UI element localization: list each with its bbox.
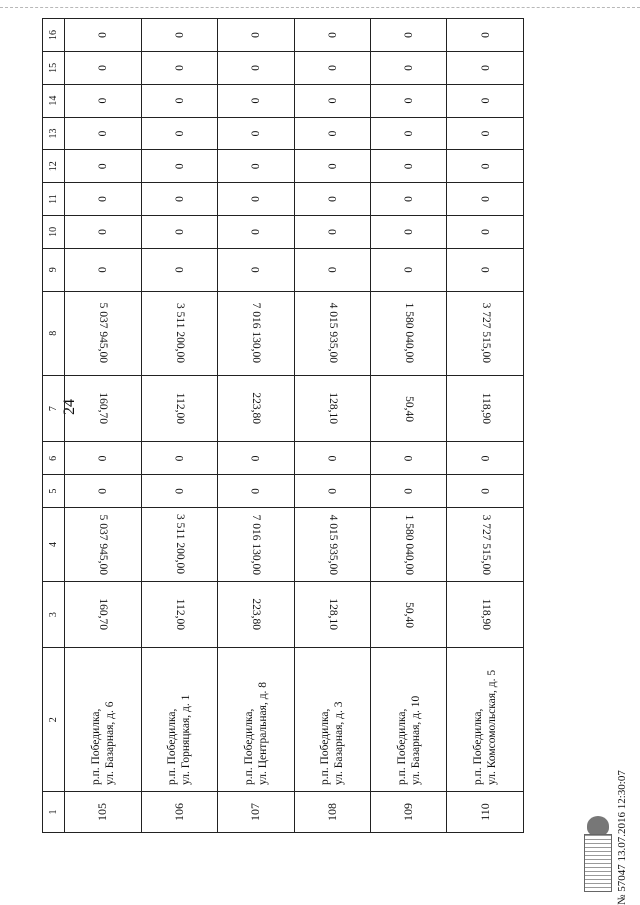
cell-value: 3 727 515,00 <box>479 303 492 364</box>
cell-value: 0 <box>250 266 263 273</box>
value-cell-col3 <box>218 581 294 648</box>
address-line2: ул. Комсомольская, д. 5 <box>486 669 499 785</box>
cell-value: 0 <box>403 163 416 170</box>
address-line1: р.п. Победилка, <box>319 708 332 785</box>
address-cell <box>141 648 217 792</box>
cell-value: 0 <box>479 32 492 38</box>
value-cell-col7 <box>371 375 447 442</box>
cell-value: 0 <box>97 488 110 495</box>
value-cell-col4 <box>294 508 370 582</box>
cell-value: 0 <box>97 130 110 137</box>
cell-value: 5 037 945,00 <box>97 303 110 364</box>
value-cell-col7 <box>65 375 141 442</box>
table-row <box>447 19 524 833</box>
cell-value: 1 580 040,00 <box>403 303 416 364</box>
value-cell-col12 <box>65 150 141 183</box>
table-row <box>218 19 294 833</box>
value-cell-col4 <box>447 508 524 582</box>
coat-of-arms-stamp-icon <box>587 816 609 836</box>
value-cell-col3 <box>447 581 524 648</box>
cell-value: 118,90 <box>479 393 492 425</box>
cell-value: 0 <box>403 196 416 202</box>
cell-value: 0 <box>250 32 263 38</box>
cell-value: 0 <box>479 64 492 71</box>
cell-value: 0 <box>97 163 110 170</box>
cell-value: 3 511 200,00 <box>173 514 186 575</box>
row-id-cell: 105 <box>65 792 141 833</box>
address-line1: р.п. Победилка, <box>242 708 255 785</box>
value-cell-col10 <box>447 215 524 248</box>
value-cell-col9 <box>294 248 370 291</box>
table-row <box>371 19 447 833</box>
value-cell-col13 <box>294 117 370 150</box>
value-cell-col6 <box>447 442 524 475</box>
column-number-cell: 12 <box>43 150 65 183</box>
value-cell-col15 <box>141 51 217 84</box>
cell-value: 50,40 <box>403 395 416 422</box>
value-cell-col9 <box>447 248 524 291</box>
cell-value: 0 <box>173 228 186 235</box>
cell-value: 3 727 515,00 <box>479 514 492 575</box>
value-cell-col8 <box>141 291 217 375</box>
cell-value: 112,00 <box>173 393 186 425</box>
address-cell <box>447 648 524 792</box>
column-number-cell: 1 <box>43 792 65 833</box>
column-number-cell: 10 <box>43 215 65 248</box>
cell-value: 0 <box>326 488 339 495</box>
value-cell-col14 <box>141 84 217 117</box>
value-cell-col14 <box>218 84 294 117</box>
value-cell-col5 <box>65 475 141 508</box>
value-cell-col16 <box>294 19 370 52</box>
address-line1: р.п. Победилка, <box>166 708 179 785</box>
cell-value: 0 <box>250 64 263 71</box>
value-cell-col9 <box>371 248 447 291</box>
cell-value: 0 <box>97 266 110 273</box>
address-cell <box>218 648 294 792</box>
value-cell-col11 <box>371 183 447 216</box>
cell-value: 0 <box>403 130 416 137</box>
value-cell-col14 <box>65 84 141 117</box>
value-cell-col4 <box>141 508 217 582</box>
value-cell-col15 <box>294 51 370 84</box>
cell-value: 0 <box>173 32 186 38</box>
cell-value: 0 <box>250 488 263 495</box>
cell-value: 0 <box>97 97 110 104</box>
page-number: 24 <box>61 399 78 415</box>
cell-value: 0 <box>97 228 110 235</box>
cell-value: 0 <box>326 228 339 235</box>
value-cell-col4 <box>218 508 294 582</box>
cell-value: 223,80 <box>250 392 263 425</box>
value-cell-col3 <box>141 581 217 648</box>
cell-value: 0 <box>403 266 416 273</box>
value-cell-col8 <box>65 291 141 375</box>
column-number-cell: 2 <box>43 648 65 792</box>
cell-value: 0 <box>326 455 339 462</box>
cell-value: 0 <box>479 266 492 273</box>
cell-value: 0 <box>326 64 339 71</box>
value-cell-col6 <box>65 442 141 475</box>
table-row <box>294 19 370 833</box>
cell-value: 0 <box>173 488 186 495</box>
value-cell-col10 <box>294 215 370 248</box>
cell-value: 0 <box>403 455 416 462</box>
value-cell-col7 <box>218 375 294 442</box>
cell-value: 0 <box>403 228 416 235</box>
cell-value: 112,00 <box>173 599 186 631</box>
value-cell-col6 <box>371 442 447 475</box>
column-number-cell: 15 <box>43 51 65 84</box>
column-number-cell: 5 <box>43 475 65 508</box>
cell-value: 0 <box>403 97 416 104</box>
cell-value: 0 <box>97 196 110 202</box>
cell-value: 5 037 945,00 <box>97 514 110 575</box>
address-line2: ул. Базарная, д. 10 <box>409 695 422 785</box>
value-cell-col13 <box>371 117 447 150</box>
cell-value: 0 <box>250 196 263 202</box>
value-cell-col8 <box>218 291 294 375</box>
cell-value: 0 <box>479 163 492 170</box>
value-cell-col5 <box>294 475 370 508</box>
value-cell-col3 <box>371 581 447 648</box>
address-line2: ул. Центральная, д. 8 <box>256 681 269 785</box>
value-cell-col16 <box>371 19 447 52</box>
column-number-cell: 16 <box>43 19 65 52</box>
cell-value: 160,70 <box>97 392 110 425</box>
cell-value: 160,70 <box>97 598 110 631</box>
cell-value: 0 <box>250 455 263 462</box>
address-cell <box>294 648 370 792</box>
value-cell-col16 <box>218 19 294 52</box>
value-cell-col10 <box>218 215 294 248</box>
table-row <box>65 19 141 833</box>
value-cell-col12 <box>447 150 524 183</box>
column-number-cell: 14 <box>43 84 65 117</box>
cell-value: 0 <box>479 196 492 202</box>
column-number-cell: 8 <box>43 291 65 375</box>
value-cell-col11 <box>447 183 524 216</box>
value-cell-col14 <box>294 84 370 117</box>
value-cell-col6 <box>141 442 217 475</box>
cell-value: 0 <box>479 97 492 104</box>
value-cell-col8 <box>371 291 447 375</box>
cell-value: 0 <box>173 163 186 170</box>
value-cell-col13 <box>218 117 294 150</box>
value-cell-col15 <box>371 51 447 84</box>
value-cell-col6 <box>294 442 370 475</box>
value-cell-col11 <box>65 183 141 216</box>
value-cell-col8 <box>294 291 370 375</box>
value-cell-col9 <box>65 248 141 291</box>
value-cell-col15 <box>65 51 141 84</box>
cell-value: 0 <box>403 64 416 71</box>
value-cell-col14 <box>447 84 524 117</box>
cell-value: 0 <box>250 97 263 104</box>
cell-value: 0 <box>97 455 110 462</box>
value-cell-col13 <box>141 117 217 150</box>
cell-value: 0 <box>173 64 186 71</box>
cell-value: 0 <box>173 130 186 137</box>
cell-value: 128,10 <box>326 598 339 631</box>
stamp-barcode-icon <box>584 834 612 892</box>
cell-value: 0 <box>250 163 263 170</box>
value-cell-col3 <box>294 581 370 648</box>
address-line2: ул. Базарная, д. 6 <box>103 701 116 785</box>
column-number-cell: 11 <box>43 183 65 216</box>
column-number-cell: 7 <box>43 375 65 442</box>
cell-value: 0 <box>97 32 110 38</box>
registry-table <box>42 18 524 833</box>
row-id-cell: 108 <box>294 792 370 833</box>
row-id-cell: 107 <box>218 792 294 833</box>
value-cell-col10 <box>141 215 217 248</box>
value-cell-col8 <box>447 291 524 375</box>
row-id-cell: 109 <box>371 792 447 833</box>
cell-value: 0 <box>326 130 339 137</box>
cell-value: 0 <box>173 455 186 462</box>
table-row <box>141 19 217 833</box>
cell-value: 1 580 040,00 <box>403 514 416 575</box>
value-cell-col13 <box>65 117 141 150</box>
column-number-cell: 3 <box>43 581 65 648</box>
value-cell-col16 <box>141 19 217 52</box>
value-cell-col11 <box>294 183 370 216</box>
column-number-cell: 13 <box>43 117 65 150</box>
value-cell-col5 <box>218 475 294 508</box>
cell-value: 0 <box>173 196 186 202</box>
row-id-cell: 106 <box>141 792 217 833</box>
value-cell-col10 <box>65 215 141 248</box>
address-line1: р.п. Победилка, <box>89 708 102 785</box>
cell-value: 0 <box>173 97 186 104</box>
cell-value: 7 016 130,00 <box>250 514 263 575</box>
stamp-area <box>580 580 640 905</box>
registration-stamp: № 57047 13.07.2016 12:30:07 <box>616 770 628 905</box>
value-cell-col14 <box>371 84 447 117</box>
column-number-cell: 6 <box>43 442 65 475</box>
value-cell-col16 <box>65 19 141 52</box>
cell-value: 118,90 <box>479 599 492 631</box>
value-cell-col11 <box>141 183 217 216</box>
cell-value: 0 <box>326 163 339 170</box>
value-cell-col4 <box>65 508 141 582</box>
address-line1: р.п. Победилка, <box>472 708 485 785</box>
cell-value: 50,40 <box>403 601 416 628</box>
cell-value: 0 <box>173 266 186 273</box>
value-cell-col6 <box>218 442 294 475</box>
row-id-cell: 110 <box>447 792 524 833</box>
value-cell-col12 <box>294 150 370 183</box>
value-cell-col15 <box>447 51 524 84</box>
value-cell-col9 <box>141 248 217 291</box>
value-cell-col15 <box>218 51 294 84</box>
value-cell-col7 <box>447 375 524 442</box>
cell-value: 4 015 935,00 <box>326 303 339 364</box>
cell-value: 0 <box>326 32 339 38</box>
value-cell-col5 <box>141 475 217 508</box>
value-cell-col10 <box>371 215 447 248</box>
column-number-cell: 9 <box>43 248 65 291</box>
value-cell-col12 <box>371 150 447 183</box>
address-line1: р.п. Победилка, <box>395 708 408 785</box>
address-cell <box>371 648 447 792</box>
cell-value: 0 <box>479 488 492 495</box>
cell-value: 3 511 200,00 <box>173 303 186 364</box>
cell-value: 0 <box>479 130 492 137</box>
cell-value: 0 <box>97 64 110 71</box>
cell-value: 0 <box>250 130 263 137</box>
cell-value: 4 015 935,00 <box>326 514 339 575</box>
address-cell <box>65 648 141 792</box>
cell-value: 0 <box>403 488 416 495</box>
value-cell-col7 <box>294 375 370 442</box>
value-cell-col13 <box>447 117 524 150</box>
cell-value: 7 016 130,00 <box>250 303 263 364</box>
cell-value: 0 <box>250 228 263 235</box>
address-line2: ул. Горняцкая, д. 1 <box>180 694 193 785</box>
address-line2: ул. Базарная, д. 3 <box>333 701 346 785</box>
value-cell-col9 <box>218 248 294 291</box>
cell-value: 0 <box>403 32 416 38</box>
value-cell-col11 <box>218 183 294 216</box>
cell-value: 0 <box>479 228 492 235</box>
value-cell-col4 <box>371 508 447 582</box>
table-container <box>42 18 524 833</box>
value-cell-col5 <box>447 475 524 508</box>
cell-value: 223,80 <box>250 598 263 631</box>
cell-value: 0 <box>326 97 339 104</box>
cell-value: 128,10 <box>326 392 339 425</box>
value-cell-col12 <box>218 150 294 183</box>
cell-value: 0 <box>326 266 339 273</box>
value-cell-col5 <box>371 475 447 508</box>
value-cell-col16 <box>447 19 524 52</box>
column-number-row <box>43 19 65 833</box>
scan-edge <box>0 7 640 8</box>
value-cell-col12 <box>141 150 217 183</box>
cell-value: 0 <box>479 455 492 462</box>
value-cell-col7 <box>141 375 217 442</box>
column-number-cell: 4 <box>43 508 65 582</box>
value-cell-col3 <box>65 581 141 648</box>
cell-value: 0 <box>326 196 339 202</box>
